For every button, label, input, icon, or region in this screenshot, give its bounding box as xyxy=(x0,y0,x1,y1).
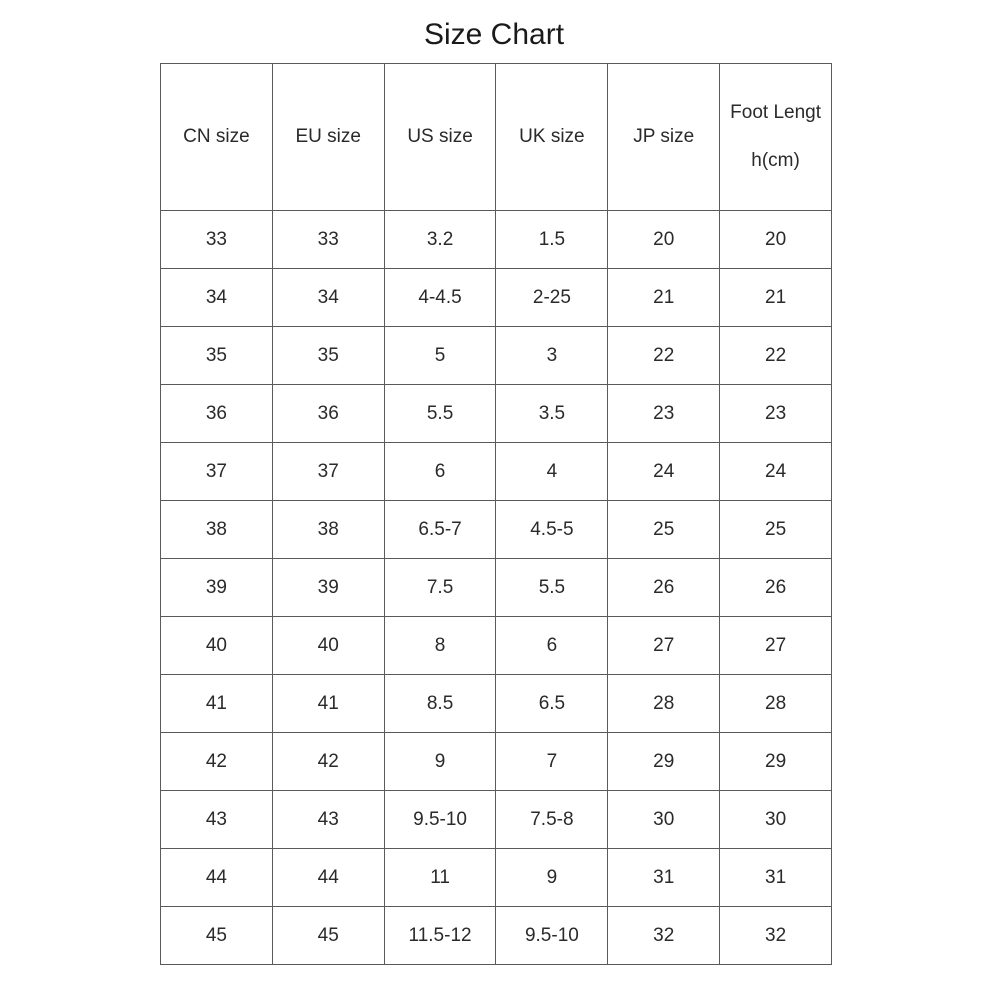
cell-eu-size: 34 xyxy=(272,269,384,327)
table-row xyxy=(161,733,832,791)
cell-uk-size: 9 xyxy=(496,849,608,907)
table-row xyxy=(161,443,832,501)
table-row xyxy=(161,501,832,559)
header-foot-length xyxy=(720,64,832,211)
cell-us-size: 11.5-12 xyxy=(384,907,496,965)
cell-foot-length: 24 xyxy=(720,443,832,501)
cell-uk-size: 6.5 xyxy=(496,675,608,733)
cell-foot-length: 21 xyxy=(720,269,832,327)
cell-cn-size: 44 xyxy=(161,849,273,907)
cell-foot-length: 32 xyxy=(720,907,832,965)
size-chart-table xyxy=(160,63,832,965)
header-eu-size: EU size xyxy=(272,64,384,211)
cell-cn-size: 34 xyxy=(161,269,273,327)
header-uk-size: UK size xyxy=(496,64,608,211)
cell-uk-size: 3.5 xyxy=(496,385,608,443)
cell-jp-size: 30 xyxy=(608,791,720,849)
table-header-row xyxy=(161,64,832,211)
cell-jp-size: 25 xyxy=(608,501,720,559)
cell-eu-size: 37 xyxy=(272,443,384,501)
table-row xyxy=(161,269,832,327)
cell-foot-length: 31 xyxy=(720,849,832,907)
table-row xyxy=(161,907,832,965)
cell-us-size: 6.5-7 xyxy=(384,501,496,559)
table-row xyxy=(161,849,832,907)
table-row xyxy=(161,211,832,269)
cell-foot-length: 29 xyxy=(720,733,832,791)
header-jp-size: JP size xyxy=(608,64,720,211)
cell-foot-length: 23 xyxy=(720,385,832,443)
cell-us-size: 8 xyxy=(384,617,496,675)
cell-cn-size: 39 xyxy=(161,559,273,617)
cell-cn-size: 38 xyxy=(161,501,273,559)
cell-jp-size: 24 xyxy=(608,443,720,501)
cell-us-size: 5 xyxy=(384,327,496,385)
cell-us-size: 4-4.5 xyxy=(384,269,496,327)
cell-eu-size: 43 xyxy=(272,791,384,849)
cell-uk-size: 3 xyxy=(496,327,608,385)
cell-cn-size: 36 xyxy=(161,385,273,443)
cell-us-size: 11 xyxy=(384,849,496,907)
cell-jp-size: 20 xyxy=(608,211,720,269)
cell-foot-length: 27 xyxy=(720,617,832,675)
cell-eu-size: 35 xyxy=(272,327,384,385)
cell-jp-size: 22 xyxy=(608,327,720,385)
cell-eu-size: 45 xyxy=(272,907,384,965)
cell-uk-size: 2-25 xyxy=(496,269,608,327)
cell-cn-size: 40 xyxy=(161,617,273,675)
table-row xyxy=(161,559,832,617)
table-body xyxy=(161,211,832,965)
cell-cn-size: 45 xyxy=(161,907,273,965)
cell-foot-length: 28 xyxy=(720,675,832,733)
cell-eu-size: 40 xyxy=(272,617,384,675)
cell-jp-size: 27 xyxy=(608,617,720,675)
cell-uk-size: 7.5-8 xyxy=(496,791,608,849)
cell-us-size: 7.5 xyxy=(384,559,496,617)
cell-eu-size: 36 xyxy=(272,385,384,443)
cell-us-size: 6 xyxy=(384,443,496,501)
header-foot-length-label: Foot Length(cm) xyxy=(730,102,821,171)
cell-foot-length: 25 xyxy=(720,501,832,559)
cell-uk-size: 6 xyxy=(496,617,608,675)
cell-foot-length: 26 xyxy=(720,559,832,617)
table-row xyxy=(161,617,832,675)
cell-foot-length: 22 xyxy=(720,327,832,385)
cell-jp-size: 26 xyxy=(608,559,720,617)
cell-jp-size: 29 xyxy=(608,733,720,791)
page-title: Size Chart xyxy=(423,18,565,51)
cell-uk-size: 4 xyxy=(496,443,608,501)
cell-cn-size: 33 xyxy=(161,211,273,269)
cell-cn-size: 35 xyxy=(161,327,273,385)
cell-uk-size: 9.5-10 xyxy=(496,907,608,965)
header-us-size: US size xyxy=(384,64,496,211)
cell-jp-size: 21 xyxy=(608,269,720,327)
cell-foot-length: 30 xyxy=(720,791,832,849)
cell-eu-size: 41 xyxy=(272,675,384,733)
cell-uk-size: 7 xyxy=(496,733,608,791)
cell-us-size: 8.5 xyxy=(384,675,496,733)
cell-uk-size: 5.5 xyxy=(496,559,608,617)
cell-cn-size: 43 xyxy=(161,791,273,849)
cell-cn-size: 42 xyxy=(161,733,273,791)
cell-foot-length: 20 xyxy=(720,211,832,269)
cell-jp-size: 32 xyxy=(608,907,720,965)
cell-eu-size: 38 xyxy=(272,501,384,559)
cell-us-size: 5.5 xyxy=(384,385,496,443)
cell-eu-size: 44 xyxy=(272,849,384,907)
table-row xyxy=(161,791,832,849)
cell-eu-size: 39 xyxy=(272,559,384,617)
header-cn-size: CN size xyxy=(161,64,273,211)
cell-jp-size: 31 xyxy=(608,849,720,907)
cell-jp-size: 28 xyxy=(608,675,720,733)
cell-eu-size: 42 xyxy=(272,733,384,791)
cell-us-size: 9 xyxy=(384,733,496,791)
table-row xyxy=(161,385,832,443)
cell-us-size: 3.2 xyxy=(384,211,496,269)
cell-cn-size: 37 xyxy=(161,443,273,501)
cell-us-size: 9.5-10 xyxy=(384,791,496,849)
cell-eu-size: 33 xyxy=(272,211,384,269)
cell-uk-size: 4.5-5 xyxy=(496,501,608,559)
table-row xyxy=(161,327,832,385)
cell-uk-size: 1.5 xyxy=(496,211,608,269)
cell-cn-size: 41 xyxy=(161,675,273,733)
cell-jp-size: 23 xyxy=(608,385,720,443)
table-row xyxy=(161,675,832,733)
